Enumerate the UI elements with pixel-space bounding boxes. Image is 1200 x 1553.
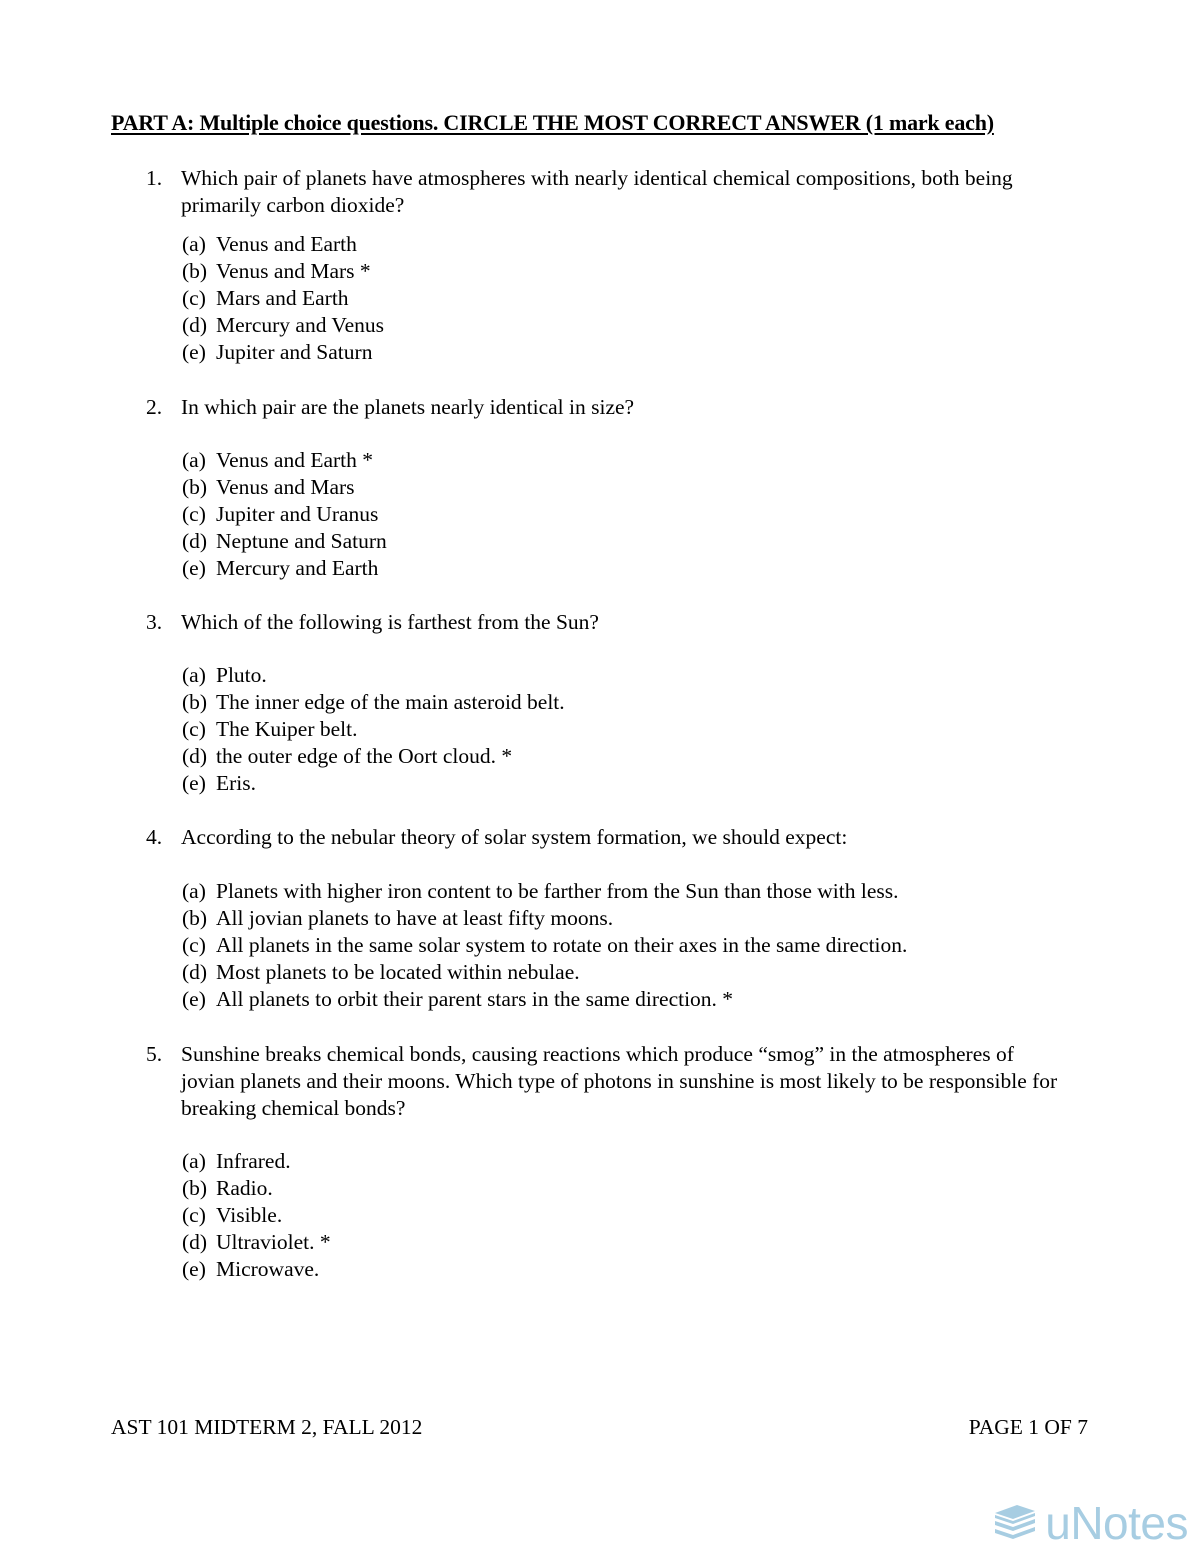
option-c — [182, 285, 1081, 312]
option-letter: (e) — [182, 771, 206, 795]
option-text: Mercury and Venus — [216, 313, 384, 337]
option-text: All planets in the same solar system to rotate on their axes in the same direction. — [216, 933, 908, 957]
option-e — [182, 1256, 1081, 1283]
option-text: Jupiter and Uranus — [216, 502, 379, 526]
option-b — [182, 905, 1081, 932]
option-list — [182, 878, 1081, 1013]
option-b — [182, 258, 1081, 285]
option-text: Venus and Earth * — [216, 448, 374, 472]
option-text: Microwave. — [216, 1257, 320, 1281]
option-d — [182, 528, 1081, 555]
option-letter: (b) — [182, 1176, 208, 1200]
option-letter: (d) — [182, 744, 208, 768]
option-d — [182, 959, 1081, 986]
option-text: Planets with higher iron content to be farther from the Sun than those with less. — [216, 879, 899, 903]
brand-name: uNotes — [1045, 1497, 1188, 1549]
option-c — [182, 932, 1081, 959]
option-letter: (b) — [182, 475, 208, 499]
option-e — [182, 770, 1081, 797]
question-5 — [111, 1041, 1081, 1283]
option-letter: (c) — [182, 933, 206, 957]
option-letter: (a) — [182, 232, 206, 256]
option-a — [182, 878, 1081, 905]
option-letter: (c) — [182, 1203, 206, 1227]
option-text: The inner edge of the main asteroid belt. — [216, 690, 565, 714]
question-text: Which pair of planets have atmospheres with nearly identical chemical compositions, both being primarily carbon dioxide? — [181, 166, 1013, 217]
option-letter: (e) — [182, 556, 206, 580]
option-text: Most planets to be located within nebulae. — [216, 960, 580, 984]
option-letter: (a) — [182, 663, 206, 687]
option-letter: (d) — [182, 1230, 208, 1254]
question-number: 5. — [146, 1042, 163, 1066]
question-text: In which pair are the planets nearly identical in size? — [181, 395, 635, 419]
option-e — [182, 986, 1081, 1013]
option-text: All jovian planets to have at least fifty moons. — [216, 906, 614, 930]
option-text: Eris. — [216, 771, 257, 795]
option-b — [182, 1175, 1081, 1202]
question-number: 4. — [146, 825, 163, 849]
option-a — [182, 231, 1081, 258]
option-list — [182, 662, 1081, 797]
page-footer — [111, 1415, 1088, 1440]
option-letter: (b) — [182, 259, 208, 283]
option-e — [182, 555, 1081, 582]
option-a — [182, 447, 1081, 474]
option-b — [182, 689, 1081, 716]
footer-page-number: PAGE 1 OF 7 — [968, 1415, 1088, 1439]
option-text: the outer edge of the Oort cloud. * — [216, 744, 513, 768]
option-letter: (c) — [182, 502, 206, 526]
option-d — [182, 1229, 1081, 1256]
option-text: The Kuiper belt. — [216, 717, 358, 741]
option-text: Jupiter and Saturn — [216, 340, 373, 364]
question-text: Which of the following is farthest from the Sun? — [181, 610, 599, 634]
option-text: All planets to orbit their parent stars in the same direction. * — [216, 987, 734, 1011]
option-c — [182, 716, 1081, 743]
option-letter: (a) — [182, 879, 206, 903]
option-c — [182, 501, 1081, 528]
footer-course: AST 101 MIDTERM 2, FALL 2012 — [111, 1415, 423, 1439]
section-header: PART A: Multiple choice questions. CIRCLE THE MOST CORRECT ANSWER (1 mark each) — [111, 110, 994, 135]
option-text: Neptune and Saturn — [216, 529, 387, 553]
question-number: 3. — [146, 610, 163, 634]
option-text: Mars and Earth — [216, 286, 349, 310]
option-letter: (c) — [182, 286, 206, 310]
option-letter: (b) — [182, 906, 208, 930]
option-e — [182, 339, 1081, 366]
question-text: Sunshine breaks chemical bonds, causing reactions which produce “smog” in the atmospheres of jovian planets and their moons. Which type of photons in sunshine is most likely to be responsible for breaking chemical bonds? — [181, 1042, 1058, 1120]
option-a — [182, 1148, 1081, 1175]
option-text: Venus and Earth — [216, 232, 357, 256]
option-letter: (d) — [182, 960, 208, 984]
option-letter: (d) — [182, 313, 208, 337]
question-number: 2. — [146, 395, 163, 419]
option-letter: (e) — [182, 340, 206, 364]
option-a — [182, 662, 1081, 689]
option-letter: (d) — [182, 529, 208, 553]
question-2 — [111, 394, 1081, 582]
option-d — [182, 743, 1081, 770]
option-letter: (a) — [182, 1149, 206, 1173]
option-letter: (c) — [182, 717, 206, 741]
option-letter: (a) — [182, 448, 206, 472]
option-letter: (b) — [182, 690, 208, 714]
question-number: 1. — [146, 166, 163, 190]
question-4 — [111, 824, 1081, 1013]
option-text: Venus and Mars — [216, 475, 355, 499]
question-3 — [111, 609, 1081, 797]
option-text: Mercury and Earth — [216, 556, 379, 580]
option-letter: (e) — [182, 1257, 206, 1281]
option-text: Infrared. — [216, 1149, 291, 1173]
option-d — [182, 312, 1081, 339]
unotes-watermark[interactable] — [991, 1496, 1188, 1550]
option-letter: (e) — [182, 987, 206, 1011]
option-list — [182, 1148, 1081, 1283]
option-text: Venus and Mars * — [216, 259, 371, 283]
books-icon — [991, 1503, 1039, 1543]
option-list — [182, 447, 1081, 582]
option-c — [182, 1202, 1081, 1229]
question-text: According to the nebular theory of solar system formation, we should expect: — [181, 825, 848, 849]
question-list — [111, 165, 1081, 1283]
question-1 — [111, 165, 1081, 366]
option-list — [182, 231, 1081, 366]
option-text: Pluto. — [216, 663, 267, 687]
option-text: Visible. — [216, 1203, 283, 1227]
option-b — [182, 474, 1081, 501]
option-text: Ultraviolet. * — [216, 1230, 331, 1254]
option-text: Radio. — [216, 1176, 273, 1200]
